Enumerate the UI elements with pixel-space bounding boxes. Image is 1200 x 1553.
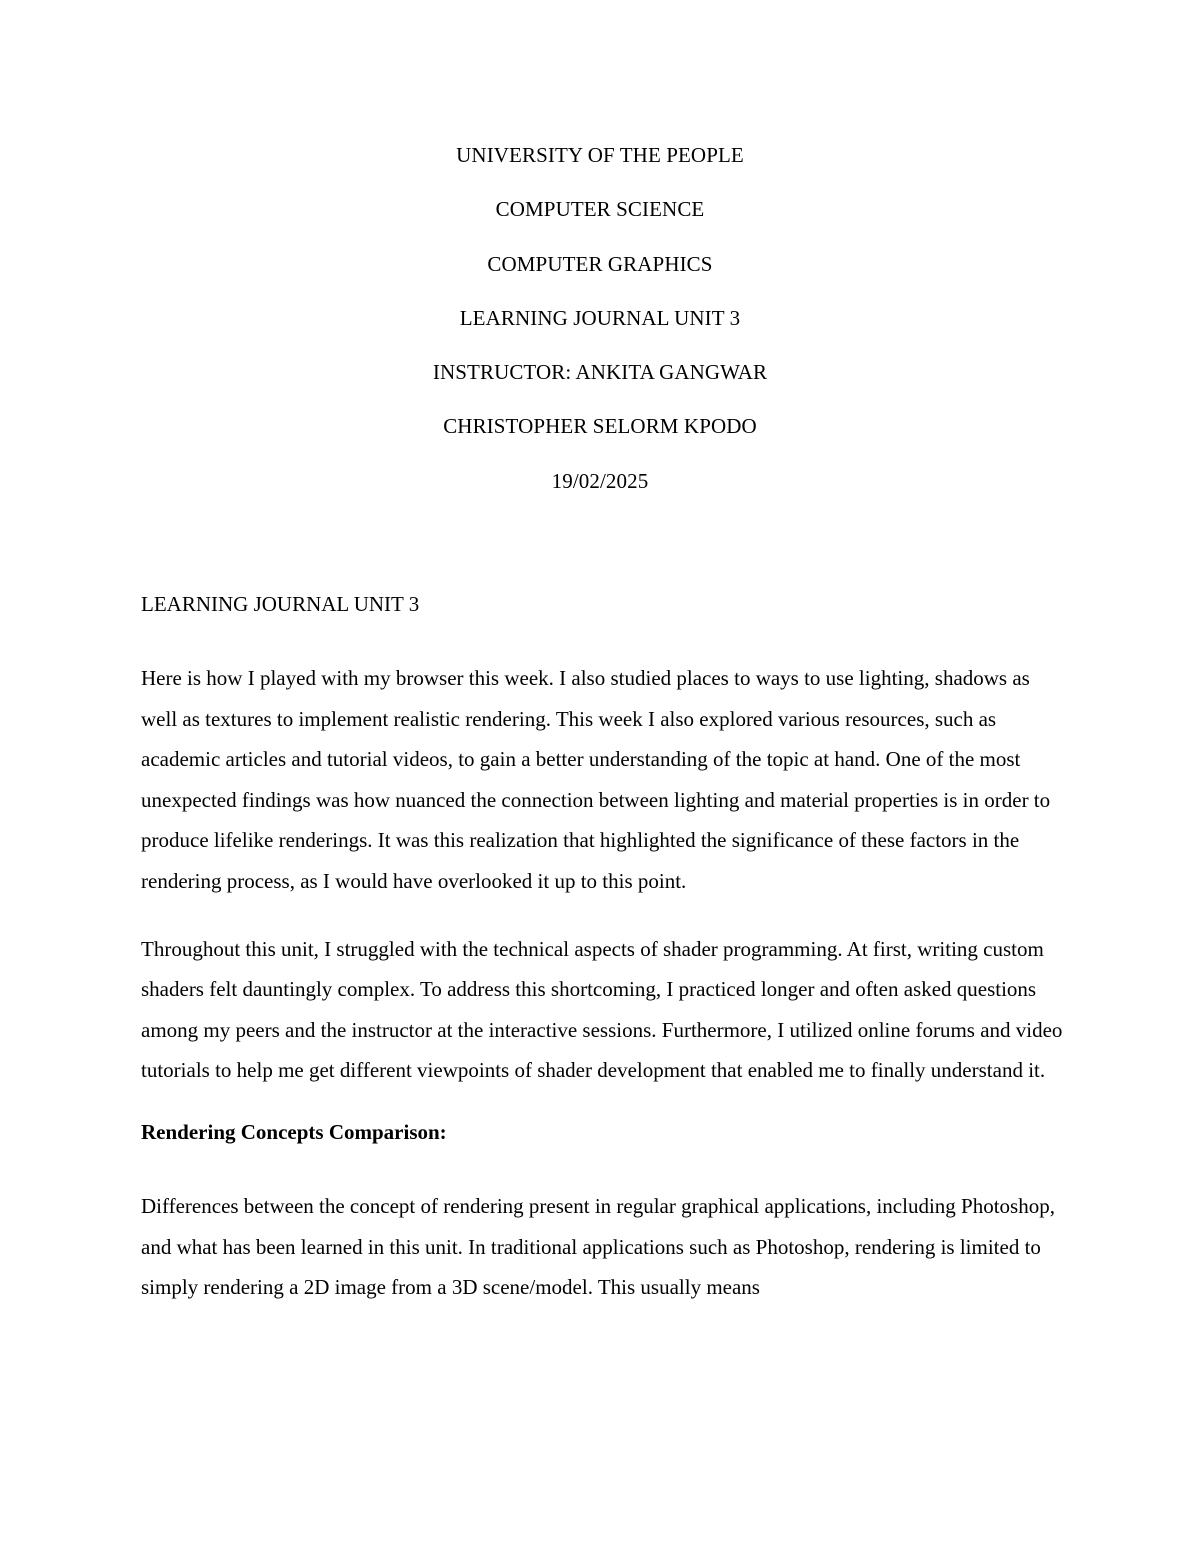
journal-heading: LEARNING JOURNAL UNIT 3	[141, 592, 420, 616]
title-page-block	[0, 141, 1200, 521]
university-name: UNIVERSITY OF THE PEOPLE	[456, 143, 744, 167]
paragraph-challenges: Throughout this unit, I struggled with the technical aspects of shader programming. At first, writing custom shaders felt dauntingly complex. To address this shortcoming, I practiced longer and often asked questions among my peers and the instructor at the interactive sessions. Furthermore, I utilized online forums and video tutorials to help me get different viewpoints of shader development that enabled me to finally understand it.	[141, 936, 1063, 1083]
journal-body	[141, 590, 1071, 1335]
course-name: COMPUTER GRAPHICS	[487, 251, 713, 276]
instructor-name: INSTRUCTOR: ANKITA GANGWAR	[432, 360, 768, 385]
author-name: CHRISTOPHER SELORM KPODO	[443, 414, 757, 439]
comparison-subheading: Rendering Concepts Comparison:	[141, 1119, 447, 1144]
paragraph-exploration: Here is how I played with my browser this week. I also studied places to ways to use lighting, shadows as well as textures to implement realistic rendering. This week I also explored various resources, such as academic articles and tutorial videos, to gain a better understanding of the topic at hand. One of the most unexpected findings was how nuanced the connection between lighting and material properties is in order to produce lifelike renderings. It was this realization that highlighted the significance of these factors in the rendering process, as I would have overlooked it up to this point.	[141, 666, 1051, 893]
department-name: COMPUTER SCIENCE	[495, 197, 705, 222]
paragraph-comparison: Differences between the concept of rendering present in regular graphical applications, including Photoshop, and what has been learned in this unit. In traditional applications such as Photoshop, rendering is limited to simply rendering a 2D image from a 3D scene/model. This usually means	[141, 1193, 1055, 1300]
submission-date: 19/02/2025	[551, 468, 649, 493]
assignment-title: LEARNING JOURNAL UNIT 3	[459, 305, 741, 330]
